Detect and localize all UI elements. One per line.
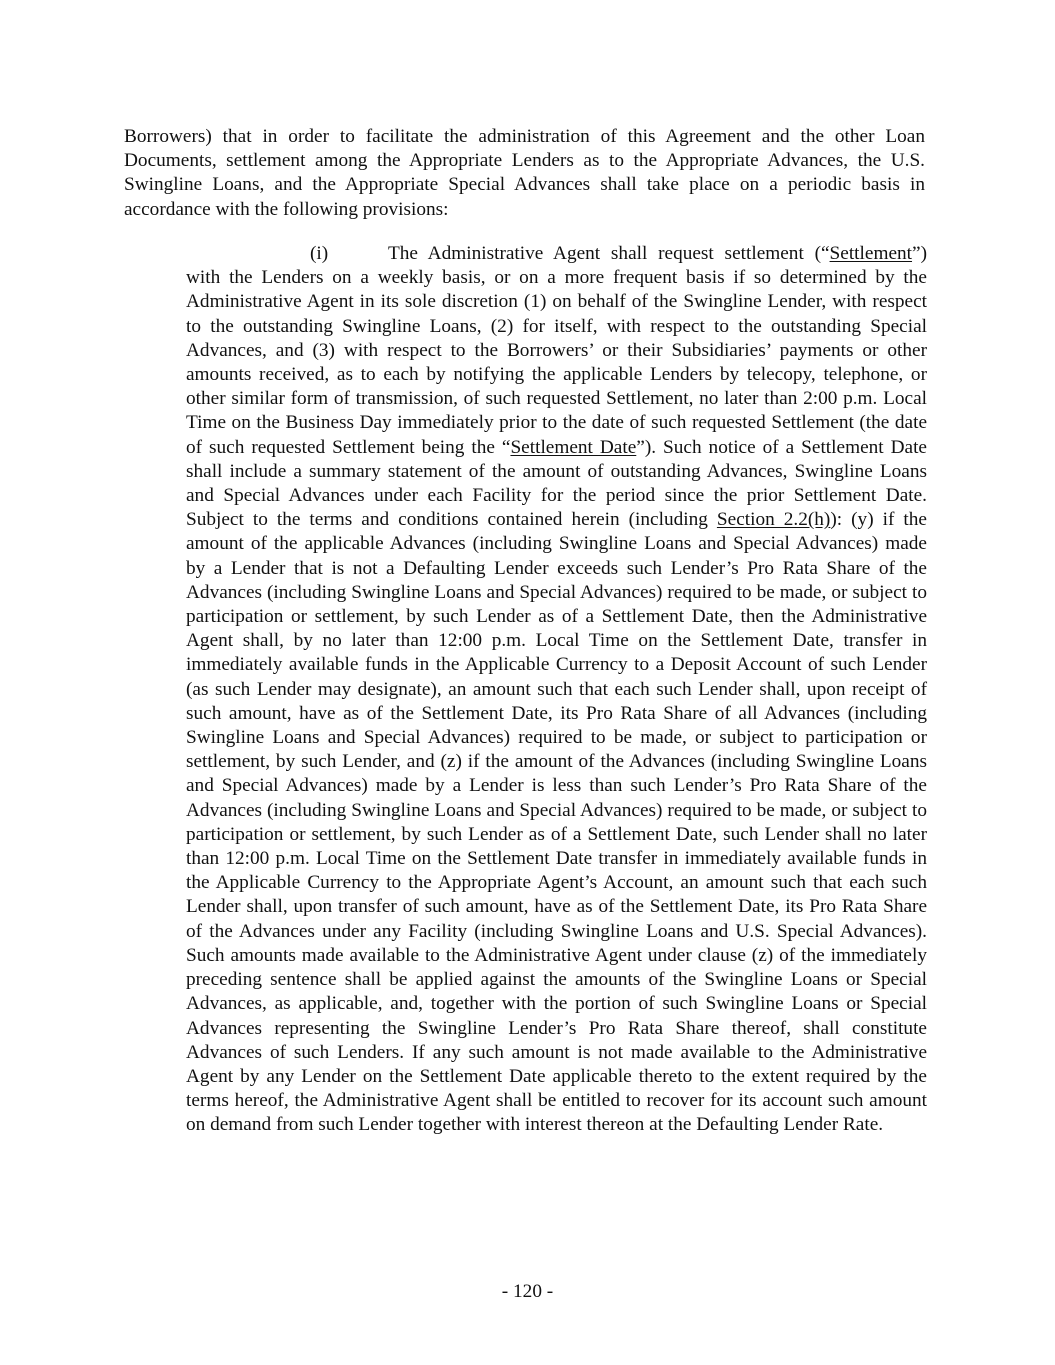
clause-text-3: ”). Such notice of a Settlement Date shall include a summary statement of the amount of outstanding Advances, Swingline Loans and Special Advances under each Facility for the period since the prior Settlement Date. Subject to the terms and conditions contained herein (including	[186, 436, 927, 531]
section-reference: Section 2.2(h)	[716, 509, 831, 531]
clause-text-2: ”) with the Lenders on a weekly basis, or on a more frequent basis if so determined by the Administrative Agent in its sole discretion (1) on behalf of the Swingline Lender, with respect to the outstanding Swingline Loans, (2) for itself, with respect to the outstanding Special Advances, and (3) with respect to the Borrowers’ or their Subsidiaries’ payments or other amounts received, as to each by notifying the applicable Lenders by telecopy, telephone, or other similar form of transmission, of such requested Settlement, no later than 2:00 p.m. Local Time on the Business Day immediately prior to the date of such requested Settlement (the date of such requested Settlement being the “	[186, 243, 927, 458]
intro-text: Borrowers) that in order to facilitate the administration of this Agreement and the other Loan Documents, settlement among the Appropriate Lenders as to the Appropriate Advances, the U.S. Swingline Loans, and the Appropriate Special Advances shall take place on a periodic basis in accordance with the following provisions:	[124, 126, 925, 220]
page-number: - 120 -	[501, 1281, 554, 1302]
clause-text-4: ): (y) if the amount of the applicable Advances (including Swingline Loans and Special Advances) made by a Lender that is not a Defaulting Lender exceeds such Lender’s Pro Rata Share of the Advances (including Swingline Loans and Special Advances) required to be made, or subject to participation or settlement, by such Lender as of a Settlement Date, then the Administrative Agent shall, by no later than 12:00 p.m. Local Time on the Settlement Date, transfer in immediately available funds in the Applicable Currency to a Deposit Account of such Lender (as such Lender may designate), an amount such that each such Lender shall, upon receipt of such amount, have as of the Settlement Date, its Pro Rata Share of all Advances (including Swingline Loans and Special Advances) required to be made, or subject to participation or settlement, by such Lender, and (z) if the amount of the Advances (including Swingline Loans and Special Advances) made by a Lender is less than such Lender’s Pro Rata Share of the Advances (including Swingline Loans and Special Advances) required to be made, or subject to participation or settlement, by such Lender as of a Settlement Date, such Lender shall no later than 12:00 p.m. Local Time on the Settlement Date transfer in immediately available funds in the Applicable Currency to the Appropriate Agent’s Account, an amount such that each such Lender shall, upon transfer of such amount, have as of the Settlement Date, its Pro Rata Share of the Advances under any Facility (including Swingline Loans and U.S. Special Advances). Such amounts made available to the Administrative Agent under clause (z) of the immediately preceding sentence shall be applied against the amounts of the Swingline Loans or Special Advances, as applicable, and, together with the portion of such Swingline Loans or Special Advances representing the Swingline Lender’s Pro Rata Share thereof, shall constitute Advances of such Lenders. If any such amount is not made available to the Administrative Agent by any Lender on the Settlement Date applicable thereto to the extent required by the terms hereof, the Administrative Agent shall be entitled to recover for its account such amount on demand from such Lender together with interest thereon at the Defaulting Lender Rate.	[186, 509, 927, 1136]
clause-text-1: The Administrative Agent shall request settlement (“	[388, 243, 830, 264]
clause-i-paragraph	[186, 242, 927, 1138]
intro-paragraph	[124, 125, 925, 222]
defined-term-settlement-date: Settlement Date	[510, 436, 637, 458]
defined-term-settlement: Settlement	[829, 243, 913, 264]
clause-number: (i)	[310, 243, 329, 264]
